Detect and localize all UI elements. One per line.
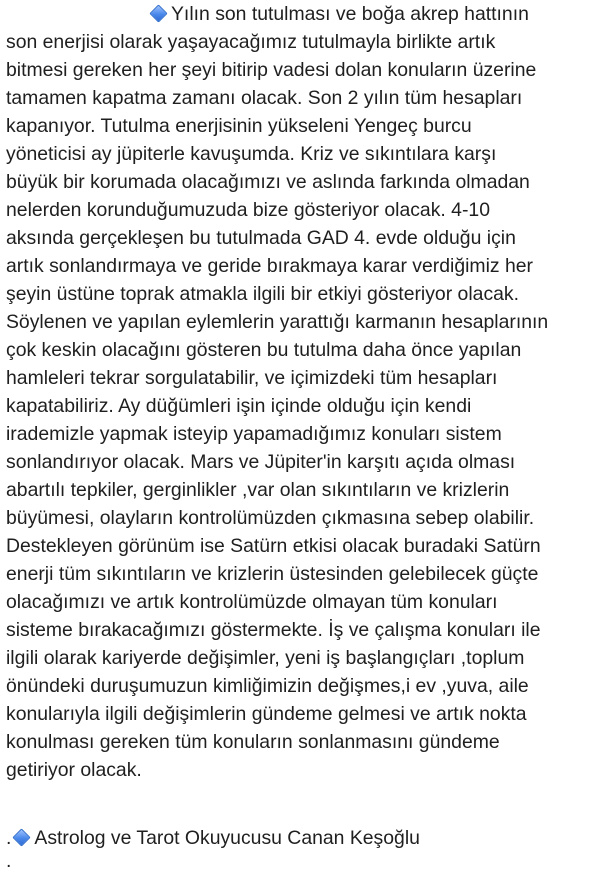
post-line-28: getiriyor olacak. [6, 759, 142, 781]
post-line-19: büyümesi, olayların kontrolümüzden çıkmasına sebep olabilir. [6, 507, 535, 529]
post-line-27: konulması gereken tüm konuların sonlanmasını gündeme [6, 731, 500, 753]
post-line-8: nelerden korunduğumuzuda bize gösteriyor olacak. 4-10 [6, 199, 490, 221]
signature-text: Astrolog ve Tarot Okuyucusu Canan Keşoğlu [34, 827, 420, 849]
post-line-1 [148, 0, 529, 28]
post-line-15: kapatabiliriz. Ay düğümleri işin içinde olduğu için kendi [6, 395, 472, 417]
signature-line [6, 824, 420, 852]
blue-diamond-icon [13, 829, 31, 847]
signature-prefix: . [6, 827, 12, 849]
post-line-11: şeyin üstüne toprak atmakla ilgili bir etkiyi gösteriyor olacak. [6, 283, 519, 305]
post-line-6: yöneticisi ay jüpiterle kavuşumda. Kriz ve sıkıntılara karşı [6, 143, 497, 165]
trailing-mark: . [6, 850, 12, 872]
post-line-18: abartılı tepkiler, gerginlikler ,var olan sıkıntıların ve krizlerin [6, 479, 510, 501]
post-line-13: çok keskin olacağını gösteren bu tutulma daha önce yapılan [6, 339, 522, 361]
post-line-4: tamamen kapatma zamanı olacak. Son 2 yılın tüm hesapları [6, 87, 523, 109]
post-line-25: önündeki duruşumuzun kimliğimizin değişmes,i ev ,yuva, aile [6, 675, 529, 697]
post-line-3: bitmesi gereken her şeyi bitirip vadesi dolan konuların üzerine [6, 59, 537, 81]
post-line-23: sisteme bırakacağımızı göstermekte. İş ve çalışma konuları ile [6, 619, 541, 641]
blue-diamond-icon [149, 5, 167, 23]
post-line-text: Yılın son tutulması ve boğa akrep hattının [171, 3, 529, 25]
post-line-5: kapanıyor. Tutulma enerjisinin yükseleni Yengeç burcu [6, 115, 472, 137]
post-line-7: büyük bir korumada olacağımızı ve aslında farkında olmadan [6, 171, 530, 193]
post-line-17: sonlandırıyor olacak. Mars ve Jüpiter'in karşıtı açıda olması [6, 451, 516, 473]
post-line-2: son enerjisi olarak yaşayacağımız tutulmayla birlikte artık [6, 31, 496, 53]
post-line-12: Söylenen ve yapılan eylemlerin yarattığı karmanın hesaplarının [6, 311, 549, 333]
post-line-10: artık sonlandırmaya ve geride bırakmaya karar verdiğimiz her [6, 255, 533, 277]
post-line-20: Destekleyen görünüm ise Satürn etkisi olacak buradaki Satürn [6, 535, 541, 557]
post-line-14: hamleleri tekrar sorgulatabilir, ve içimizdeki tüm hesapları [6, 367, 498, 389]
post-line-16: irademizle yapmak isteyip yapamadığımız konuları sistem [6, 423, 502, 445]
post-line-22: olacağımızı ve artık kontrolümüzde olmayan tüm konuları [6, 591, 498, 613]
post-line-21: enerji tüm sıkıntıların ve krizlerin üstesinden gelebilecek güçte [6, 563, 539, 585]
post-line-9: aksında gerçekleşen bu tutulmada GAD 4. evde olduğu için [6, 227, 516, 249]
post-line-26: konularıyla ilgili değişimlerin gündeme gelmesi ve artık nokta [6, 703, 527, 725]
post-line-24: ilgili olarak kariyerde değişimler, yeni iş başlangıçları ,toplum [6, 647, 525, 669]
